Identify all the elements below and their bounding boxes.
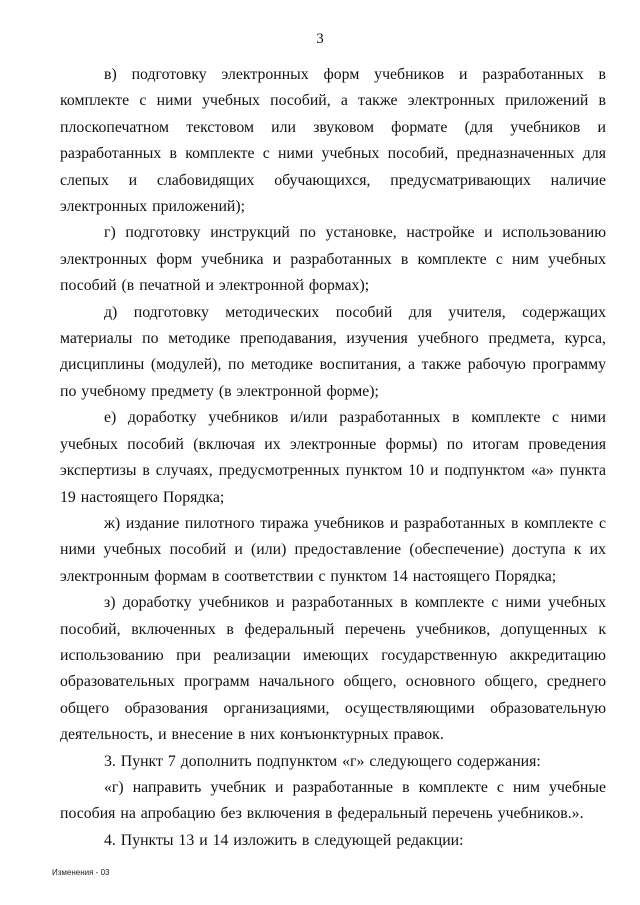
paragraph-item-3: 3. Пункт 7 дополнить подпунктом «г» следующего содержания: xyxy=(104,752,541,770)
page-number: 3 xyxy=(316,31,324,47)
footer-label: Изменения - 03 xyxy=(52,868,110,877)
document-body xyxy=(60,62,606,854)
paragraph-d: д) подготовку методических пособий для учителя, содержащих материалы по методике преподавания, изучения учебного предмета, курса, дисциплины (модулей), по методике воспитания, а также рабочую программу по учебному предмету (в электронной форме); xyxy=(60,303,606,400)
paragraph-item-4: 4. Пункты 13 и 14 изложить в следующей редакции: xyxy=(104,831,464,849)
paragraph-z: з) доработку учебников и разработанных в комплекте с ними учебных пособий, включенных в федеральный перечень учебников, допущенных к использованию при реализации имеющих государственную аккредитацию образовательных программ начального общего, основного общего, среднего общего образования организациями, осуществляющими образовательную деятельность, и внесение в них конъюнктурных правок. xyxy=(60,594,606,744)
paragraph-zh: ж) издание пилотного тиража учебников и разработанных в комплекте с ними учебных пособий и (или) предоставление (обеспечение) доступа к их электронным формам в соответствии с пунктом 14 настоящего Порядка; xyxy=(60,514,606,585)
paragraph-g: г) подготовку инструкций по установке, настройке и использованию электронных форм учебника и разработанных в комплекте с ним учебных пособий (в печатной и электронной формах); xyxy=(60,224,606,295)
paragraph-e: е) доработку учебников и/или разработанных в комплекте с ними учебных пособий (включая их электронные формы) по итогам проведения экспертизы в случаях, предусмотренных пунктом 10 и подпунктом «а» пункта 19 настоящего Порядка; xyxy=(60,409,606,506)
paragraph-subitem-g: «г) направить учебник и разработанные в комплекте с ним учебные пособия на апробацию без включения в федеральный перечень учебников.». xyxy=(60,778,606,823)
paragraph-v: в) подготовку электронных форм учебников и разработанных в комплекте с ними учебных пособий, а также электронных приложений в плоскопечатном текстовом или звуковом формате (для учебников и разработанных в комплекте с ними учебных пособий, предназначенных для слепых и слабовидящих обучающихся, предусматривающих наличие электронных приложений); xyxy=(60,66,606,216)
